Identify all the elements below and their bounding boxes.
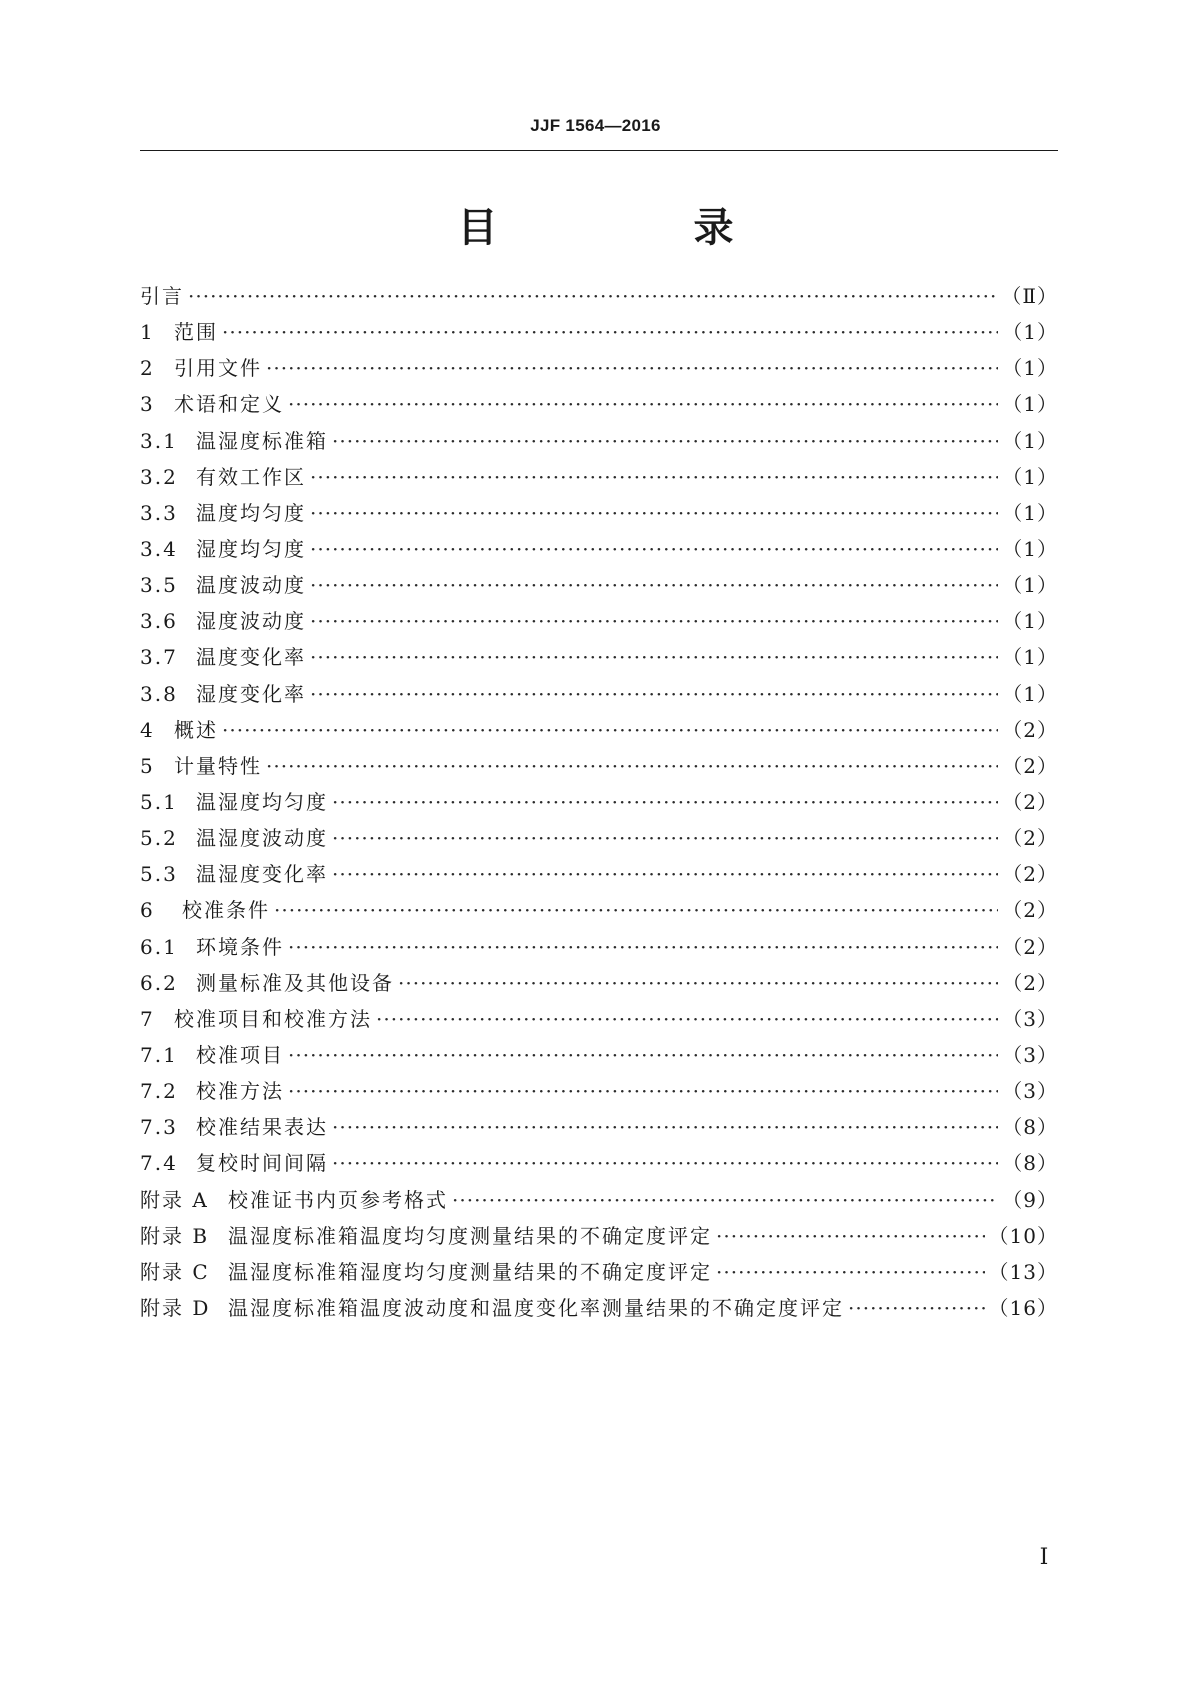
toc-entry-title: 校准证书内页参考格式 [228, 1187, 448, 1212]
toc-entry-title: 校准项目 [196, 1042, 284, 1067]
toc-dot-leader [452, 1182, 998, 1218]
toc-dot-leader [288, 386, 998, 422]
toc-dot-leader [266, 350, 998, 386]
toc-entry-number: 7.1 [140, 1042, 178, 1067]
toc-entry-page: （16） [988, 1295, 1058, 1320]
toc-entry-title: 温湿度波动度 [196, 826, 328, 851]
toc-entry-page: （2） [1002, 862, 1058, 887]
toc-entry-page: （2） [1002, 717, 1058, 742]
toc-entry-page: （1） [1002, 536, 1058, 561]
toc-entry-number: 附录 B [140, 1223, 210, 1248]
toc-dot-leader [310, 459, 998, 495]
toc-entry-page: （1） [1002, 320, 1058, 345]
toc-dot-leader [332, 820, 998, 856]
toc-dot-leader [310, 495, 998, 531]
toc-entry-number: 7.3 [140, 1115, 178, 1140]
toc-entry[interactable] [140, 278, 1058, 314]
toc-dot-leader [188, 278, 997, 314]
toc-entry[interactable] [140, 1254, 1058, 1290]
toc-entry-page: （1） [1002, 356, 1058, 381]
toc-dot-leader [332, 856, 998, 892]
toc-entry[interactable] [140, 459, 1058, 495]
toc-entry[interactable] [140, 1037, 1058, 1073]
toc-entry-page: （1） [1002, 609, 1058, 634]
toc-dot-leader [266, 748, 998, 784]
toc-entry-number: 3.5 [140, 573, 178, 598]
toc-entry-title: 范围 [174, 320, 218, 345]
toc-entry-title: 温湿度均匀度 [196, 789, 328, 814]
toc-entry-page: （3） [1002, 1042, 1058, 1067]
toc-entry-page: （8） [1002, 1151, 1058, 1176]
toc-entry-page: （2） [1002, 789, 1058, 814]
toc-entry-number: 3.2 [140, 464, 178, 489]
toc-entry-title: 湿度均匀度 [196, 536, 306, 561]
toc-entry-page: （2） [1002, 753, 1058, 778]
toc-dot-leader [310, 603, 998, 639]
toc-entry-title: 有效工作区 [196, 464, 306, 489]
toc-entry-number: 附录 D [140, 1295, 211, 1320]
toc-entry-title: 温度波动度 [196, 573, 306, 598]
toc-dot-leader [332, 1145, 998, 1181]
toc-entry-title: 湿度变化率 [196, 681, 306, 706]
toc-entry-page: （2） [1002, 934, 1058, 959]
toc-dot-leader [310, 639, 998, 675]
toc-entry[interactable] [140, 676, 1058, 712]
toc-entry-page: （13） [988, 1259, 1058, 1284]
toc-entry-page: （10） [988, 1223, 1058, 1248]
toc-entry[interactable] [140, 1073, 1058, 1109]
toc-entry[interactable] [140, 748, 1058, 784]
toc-entry[interactable] [140, 1182, 1058, 1218]
toc-entry-number: 7.2 [140, 1079, 178, 1104]
toc-entry-title: 校准方法 [196, 1079, 284, 1104]
toc-entry-number: 7.4 [140, 1151, 178, 1176]
toc-entry-title: 复校时间间隔 [196, 1151, 328, 1176]
page-number: Ⅰ [1039, 1545, 1049, 1570]
toc-entry-page: （2） [1002, 970, 1058, 995]
toc-dot-leader [376, 1001, 998, 1037]
toc-dot-leader [332, 784, 998, 820]
toc-entry-number: 5.1 [140, 789, 178, 814]
toc-entry[interactable] [140, 639, 1058, 675]
toc-entry-title: 引用文件 [174, 356, 262, 381]
toc-entry-number: 附录 A [140, 1187, 209, 1212]
toc-dot-leader [310, 531, 998, 567]
toc-entry[interactable] [140, 1218, 1058, 1254]
toc-entry-page: （1） [1002, 681, 1058, 706]
toc-dot-leader [716, 1218, 985, 1254]
toc-entry-number: 5.2 [140, 826, 178, 851]
toc-entry[interactable] [140, 386, 1058, 422]
toc-entry-title: 概述 [174, 717, 218, 742]
toc-entry[interactable] [140, 423, 1058, 459]
toc-entry[interactable] [140, 1109, 1058, 1145]
toc-entry-title: 引言 [140, 284, 184, 308]
toc-entry-page: （1） [1002, 573, 1058, 598]
toc-entry-title: 校准条件 [182, 898, 270, 923]
toc-entry-number: 7 [140, 1006, 155, 1031]
toc-entry[interactable] [140, 856, 1058, 892]
toc-entry-page: （1） [1002, 500, 1058, 525]
standard-code-header: JJF 1564—2016 [530, 116, 661, 135]
toc-entry-page: （8） [1002, 1115, 1058, 1140]
toc-entry[interactable] [140, 314, 1058, 350]
toc-entry[interactable] [140, 892, 1058, 928]
toc-entry-page: （Ⅱ） [1001, 284, 1058, 308]
toc-entry-number: 2 [140, 356, 155, 381]
toc-entry-page: （1） [1002, 645, 1058, 670]
toc-dot-leader [848, 1290, 985, 1326]
toc-entry[interactable] [140, 1145, 1058, 1181]
toc-entry[interactable] [140, 1290, 1058, 1326]
toc-dot-leader [398, 965, 998, 1001]
toc-entry-number: 6.2 [140, 970, 178, 995]
toc-entry-title: 环境条件 [196, 934, 284, 959]
toc-entry-title: 术语和定义 [174, 392, 284, 417]
toc-entry-number: 3.1 [140, 428, 178, 453]
toc-entry[interactable] [140, 965, 1058, 1001]
toc-entry[interactable] [140, 1001, 1058, 1037]
toc-dot-leader [274, 892, 998, 928]
toc-entry-title: 计量特性 [174, 753, 262, 778]
toc-entry-number: 3.3 [140, 500, 178, 525]
toc-dot-leader [288, 1037, 998, 1073]
toc-entry[interactable] [140, 603, 1058, 639]
toc-dot-leader [716, 1254, 985, 1290]
toc-entry-title: 温度均匀度 [196, 500, 306, 525]
toc-entry-number: 3.6 [140, 609, 178, 634]
toc-entry[interactable] [140, 929, 1058, 965]
toc-entry-page: （1） [1002, 392, 1058, 417]
toc-entry-number: 6.1 [140, 934, 178, 959]
toc-entry[interactable] [140, 784, 1058, 820]
toc-entry-number: 4 [140, 717, 155, 742]
toc-entry-number: 6 [140, 898, 155, 923]
toc-dot-leader [222, 712, 998, 748]
toc-entry-title: 校准结果表达 [196, 1115, 328, 1140]
toc-entry-page: （1） [1002, 464, 1058, 489]
header-rule [140, 150, 1058, 151]
toc-entry-title: 温湿度标准箱温度波动度和温度变化率测量结果的不确定度评定 [228, 1295, 844, 1320]
toc-entry-title: 温湿度标准箱温度均匀度测量结果的不确定度评定 [228, 1223, 712, 1248]
toc-entry-title: 温湿度标准箱 [196, 428, 328, 453]
toc-dot-leader [222, 314, 998, 350]
toc-entry-title: 温湿度变化率 [196, 862, 328, 887]
toc-entry[interactable] [140, 531, 1058, 567]
toc-entry-title: 测量标准及其他设备 [196, 970, 394, 995]
toc-entry-number: 3.7 [140, 645, 178, 670]
toc-entry[interactable] [140, 495, 1058, 531]
toc-entry-number: 3.8 [140, 681, 178, 706]
toc-entry-page: （9） [1002, 1187, 1058, 1212]
toc-entry-number: 5.3 [140, 862, 178, 887]
toc-dot-leader [310, 676, 998, 712]
toc-entry-title: 温湿度标准箱湿度均匀度测量结果的不确定度评定 [228, 1259, 712, 1284]
toc-entry[interactable] [140, 820, 1058, 856]
toc-dot-leader [332, 1109, 998, 1145]
toc-dot-leader [332, 423, 998, 459]
toc-entry-number: 5 [140, 753, 155, 778]
toc-entry-title: 校准项目和校准方法 [174, 1006, 372, 1031]
toc-entry-page: （2） [1002, 826, 1058, 851]
toc-entry-title: 温度变化率 [196, 645, 306, 670]
toc-entry[interactable] [140, 567, 1058, 603]
toc-dot-leader [310, 567, 998, 603]
toc-entry-page: （3） [1002, 1006, 1058, 1031]
toc-entry-number: 3 [140, 392, 155, 417]
toc-entry[interactable] [140, 712, 1058, 748]
page-title: 目 录 [457, 205, 812, 251]
toc-entry-number: 附录 C [140, 1259, 210, 1284]
toc-dot-leader [288, 929, 998, 965]
toc-entry-title: 湿度波动度 [196, 609, 306, 634]
toc-dot-leader [288, 1073, 998, 1109]
toc-entry-page: （2） [1002, 898, 1058, 923]
toc-entry[interactable] [140, 350, 1058, 386]
table-of-contents [140, 278, 1058, 1326]
toc-entry-number: 1 [140, 320, 155, 345]
toc-entry-page: （1） [1002, 428, 1058, 453]
toc-entry-page: （3） [1002, 1079, 1058, 1104]
toc-entry-number: 3.4 [140, 536, 178, 561]
